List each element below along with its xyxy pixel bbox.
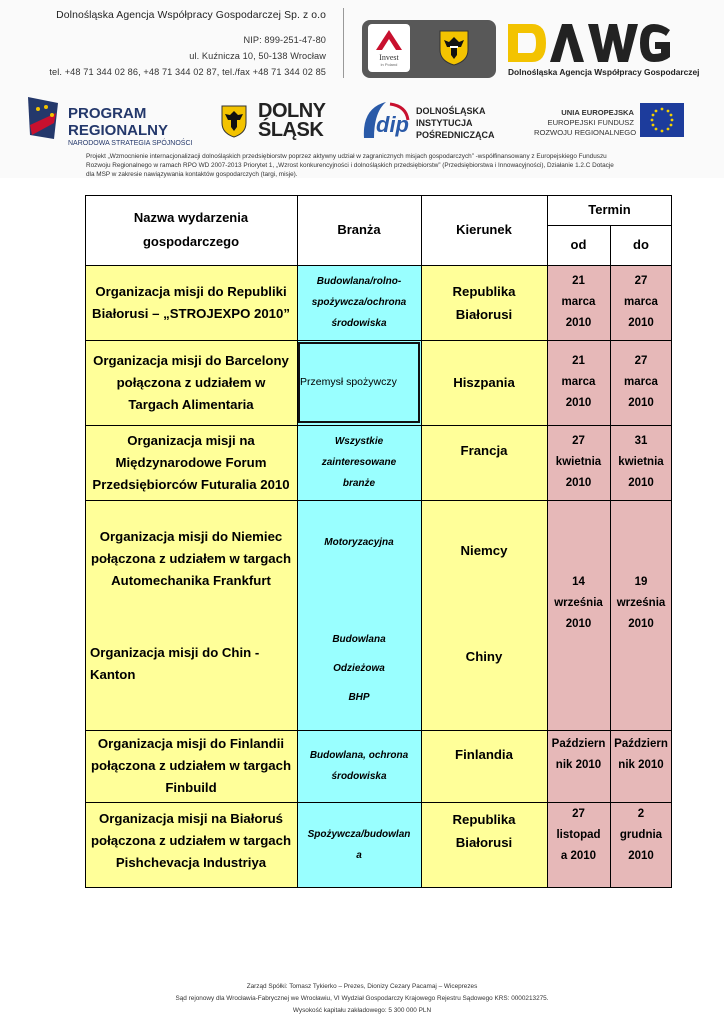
dip-line1: DOLNOŚLĄSKA bbox=[416, 106, 486, 116]
header-term: Termin bbox=[547, 195, 672, 225]
row4-direction bbox=[421, 500, 547, 730]
row2-to bbox=[610, 340, 672, 425]
footer-line3: Wysokość kapitału zakładowego: 5 300 000 PLN bbox=[292, 1007, 432, 1014]
row1-branch bbox=[297, 265, 421, 340]
row4-to-line: września bbox=[616, 597, 666, 609]
row1-direction-line: Białorusi bbox=[455, 306, 513, 322]
row1-to bbox=[610, 265, 672, 340]
row2-direction-line: Hiszpania bbox=[453, 375, 515, 390]
table-border bbox=[610, 225, 611, 888]
row6-to-line: 2 bbox=[637, 808, 645, 820]
row4-event-a-line: Automechanika Frankfurt bbox=[111, 573, 271, 588]
row5-to-line: Październ bbox=[614, 738, 668, 750]
row3-direction bbox=[421, 425, 547, 500]
row5-event-line: połączona z udziałem w targach bbox=[90, 758, 292, 773]
row1-to-line: marca bbox=[624, 296, 658, 308]
header-event bbox=[85, 195, 297, 265]
row3-to bbox=[610, 425, 672, 500]
table-border bbox=[85, 425, 672, 426]
project-text-line2: Rozwoju Regionalnego w ramach RPO WD 2007-2013 Priorytet 1, „Wzrost konkurencyjności i dolnośląskich przedsiębiorstw” (Przedsiębiorstwa i Innowacyjności), Działanie 1.2.C Dotacje bbox=[86, 162, 614, 169]
ue-line2: EUROPEJSKI FUNDUSZ bbox=[547, 118, 634, 127]
table-border bbox=[85, 340, 672, 341]
row1-from-line: 2010 bbox=[565, 317, 592, 329]
row5-to-line: nik 2010 bbox=[618, 759, 664, 771]
row1-event bbox=[85, 265, 297, 340]
row1-branch-line: spożywcza/ochrona bbox=[311, 297, 407, 308]
row2-from-line: marca bbox=[561, 376, 596, 388]
table-border bbox=[85, 195, 672, 196]
row6-to-line: grudnia bbox=[619, 829, 663, 841]
row4-event-b-line: Kanton bbox=[90, 667, 136, 682]
row6-from-line: 27 bbox=[572, 808, 585, 820]
table-border bbox=[671, 195, 672, 888]
row4-to bbox=[610, 500, 672, 730]
row3-from-line: kwietnia bbox=[555, 456, 602, 468]
table-border bbox=[85, 730, 672, 731]
row5-from bbox=[547, 730, 610, 802]
dawg-subtitle: Dolnośląska Agencja Współpracy Gospodarczej bbox=[508, 67, 700, 77]
row6-branch bbox=[297, 802, 421, 888]
table-border bbox=[85, 195, 86, 888]
row4-from-line: września bbox=[554, 597, 603, 609]
row2-event-line: Organizacja misji do Barcelony bbox=[93, 352, 289, 368]
dawg-logo bbox=[506, 22, 672, 64]
program-line3: NARODOWA STRATEGIA SPÓJNOŚCI bbox=[68, 140, 193, 147]
row1-from-line: marca bbox=[561, 296, 596, 308]
row5-from-line: nik 2010 bbox=[555, 759, 602, 771]
row6-direction bbox=[421, 802, 547, 888]
row1-branch-line: środowiska bbox=[331, 318, 387, 329]
company-nip: NIP: 899-251-47-80 bbox=[243, 35, 326, 45]
row6-event-line: połączona z udziałem w targach bbox=[90, 833, 292, 848]
company-address: ul. Kuźnicza 10, 50-138 Wrocław bbox=[189, 51, 326, 61]
row5-branch-line: środowiska bbox=[331, 771, 387, 782]
eu-flag-icon bbox=[640, 103, 684, 137]
row4-branch-b-line: BHP bbox=[348, 692, 370, 703]
row4-branch-b-line: Odzieżowa bbox=[333, 663, 385, 674]
row2-to-line: 27 bbox=[634, 355, 648, 367]
dolny-slask-eagle-icon bbox=[220, 104, 248, 138]
row1-event-line: Organizacja misji do Republiki bbox=[95, 283, 287, 299]
row2-from-line: 21 bbox=[572, 355, 585, 367]
row6-to-line: 2010 bbox=[628, 850, 654, 862]
company-phones: tel. +48 71 344 02 86, +48 71 344 02 87, tel./fax +48 71 344 02 85 bbox=[49, 67, 326, 77]
ue-line1: UNIA EUROPEJSKA bbox=[561, 108, 634, 117]
row4-direction-a: Niemcy bbox=[460, 543, 508, 558]
row2-to-line: 2010 bbox=[628, 397, 654, 409]
header-branch: Branża bbox=[297, 195, 421, 265]
row6-event bbox=[85, 802, 297, 888]
row3-branch-line: zainteresowane bbox=[321, 457, 397, 468]
company-name: Dolnośląska Agencja Współpracy Gospodarczej Sp. z o.o bbox=[56, 10, 326, 21]
row5-event-line: Organizacja misji do Finlandii bbox=[97, 736, 285, 751]
dip-line3: POŚREDNICZĄCA bbox=[416, 130, 495, 140]
invest-small-text: in Poland bbox=[380, 62, 398, 67]
row4-from-line: 2010 bbox=[565, 618, 592, 630]
row3-from-line: 2010 bbox=[565, 477, 592, 489]
row6-branch-line: a bbox=[356, 850, 362, 861]
row3-direction-line: Francja bbox=[460, 443, 508, 458]
row3-event-line: Organizacja misji na bbox=[127, 432, 255, 448]
table-border bbox=[421, 195, 422, 888]
header-event-line1: Nazwa wydarzenia bbox=[133, 210, 249, 225]
header-from: od bbox=[547, 225, 610, 265]
row5-from-line: Październ bbox=[551, 738, 606, 750]
row5-event-line: Finbuild bbox=[165, 780, 217, 795]
row6-event-line: Organizacja misji na Białoruś bbox=[99, 811, 283, 826]
footer-line2: Sąd rejonowy dla Wrocławia-Fabrycznej we Wrocławiu, VI Wydział Gospodarczy Krajowego Rejestru Sądowego KRS: 0000213275. bbox=[175, 995, 549, 1002]
row5-direction-line: Finlandia bbox=[455, 747, 513, 762]
row2-to-line: marca bbox=[624, 376, 658, 388]
row2-branch bbox=[297, 340, 421, 425]
row3-to-line: kwietnia bbox=[618, 456, 664, 468]
row2-branch-frame bbox=[298, 342, 420, 423]
row6-from bbox=[547, 802, 610, 888]
table-border bbox=[85, 802, 672, 803]
row6-from-line: listopad bbox=[556, 829, 601, 841]
row3-to-line: 2010 bbox=[628, 477, 654, 489]
row4-to-line: 19 bbox=[634, 576, 648, 588]
row6-direction-line: Republika bbox=[452, 812, 516, 827]
table-border bbox=[547, 195, 548, 888]
row2-direction bbox=[421, 340, 547, 425]
table-border bbox=[85, 500, 672, 501]
row4-event bbox=[85, 500, 297, 730]
row3-to-line: 31 bbox=[634, 435, 648, 447]
program-line2: REGIONALNY bbox=[68, 122, 169, 139]
row4-event-a bbox=[91, 526, 291, 592]
row5-event bbox=[85, 730, 297, 802]
eagle-coat-of-arms-icon bbox=[437, 28, 471, 66]
table-border bbox=[85, 887, 672, 888]
row3-event-line: Przedsiębiorców Futuralia 2010 bbox=[92, 476, 290, 492]
row4-branch-b-line: Budowlana bbox=[332, 634, 386, 645]
row3-event bbox=[85, 425, 297, 500]
table-border bbox=[297, 195, 298, 888]
row6-event-line: Pishchevacja Industriya bbox=[115, 855, 267, 870]
row5-direction bbox=[421, 730, 547, 802]
row1-to-line: 2010 bbox=[628, 317, 654, 329]
row1-to-line: 27 bbox=[634, 275, 648, 287]
events-table bbox=[85, 195, 672, 888]
invest-arrow-icon bbox=[368, 24, 410, 54]
row1-direction bbox=[421, 265, 547, 340]
row4-from-line: 14 bbox=[572, 576, 585, 588]
row3-event-line: Międzynarodowe Forum bbox=[115, 454, 267, 470]
svg-text:dip: dip bbox=[376, 112, 409, 137]
row6-to bbox=[610, 802, 672, 888]
row4-to-line: 2010 bbox=[628, 618, 654, 630]
program-regionalny-flag-icon bbox=[26, 95, 60, 141]
row5-to bbox=[610, 730, 672, 802]
row3-branch bbox=[297, 425, 421, 500]
row2-from bbox=[547, 340, 610, 425]
table-border bbox=[85, 265, 672, 266]
row4-branch-b bbox=[332, 625, 385, 712]
row2-event-line: Targach Alimentaria bbox=[128, 396, 254, 412]
invest-text: Invest bbox=[379, 53, 399, 62]
row5-branch-line: Budowlana, ochrona bbox=[309, 750, 409, 761]
row4-event-a-line: Organizacja misji do Niemiec bbox=[99, 529, 283, 544]
row1-direction-line: Republika bbox=[452, 283, 516, 299]
header-divider bbox=[343, 8, 344, 78]
footer-line1: Zarząd Spółki: Tomasz Tykierko – Prezes, Dionizy Cezary Pacamaj – Wiceprezes bbox=[246, 983, 478, 990]
row4-direction-b: Chiny bbox=[465, 649, 503, 664]
row4-branch bbox=[297, 500, 421, 730]
row1-branch-line: Budowlana/rolno- bbox=[316, 276, 402, 287]
row4-event-a-line: połączona z udziałem w targach bbox=[90, 551, 292, 566]
header-direction: Kierunek bbox=[421, 195, 547, 265]
row2-branch-line: Przemysł spożywczy bbox=[300, 376, 397, 388]
dip-line2: INSTYTUCJA bbox=[416, 118, 473, 128]
row2-event bbox=[85, 340, 297, 425]
row6-from-line: a 2010 bbox=[560, 850, 597, 862]
program-line1: PROGRAM bbox=[68, 105, 147, 122]
project-text-line3: dla MSP w zakresie nawiązywania kontaktów gospodarczych (targi, misje). bbox=[86, 171, 298, 178]
row3-branch-line: branże bbox=[342, 478, 376, 489]
row3-branch-line: Wszystkie bbox=[334, 436, 384, 447]
row3-from bbox=[547, 425, 610, 500]
project-text-line1: Projekt „Wzmocnienie internacjonalizacji dolnośląskich przedsiębiorstw poprzez aktywny udział w zagranicznych misjach gospodarczych” -współfinansowany z Europejskiego Funduszu bbox=[86, 153, 607, 160]
row6-direction-line: Białorusi bbox=[455, 835, 513, 850]
header-to: do bbox=[610, 225, 672, 265]
row1-from bbox=[547, 265, 610, 340]
row1-event-line: Białorusi – „STROJEXPO 2010” bbox=[92, 305, 290, 321]
dolny-slask-line2: ŚLĄSK bbox=[258, 119, 324, 141]
row2-from-line: 2010 bbox=[565, 397, 592, 409]
row3-from-line: 27 bbox=[572, 435, 585, 447]
dolny-slask-line1: DOLNY bbox=[258, 100, 326, 122]
row4-event-b bbox=[89, 642, 259, 686]
row4-from bbox=[547, 500, 610, 730]
dip-logo-icon bbox=[360, 98, 412, 142]
row5-branch bbox=[297, 730, 421, 802]
ue-line3: ROZWOJU REGIONALNEGO bbox=[534, 128, 637, 137]
row4-event-b-line: Organizacja misji do Chin - bbox=[90, 645, 260, 660]
row1-from-line: 21 bbox=[572, 275, 585, 287]
row6-branch-line: Spożywcza/budowlan bbox=[307, 829, 411, 840]
header-event-line2: gospodarczego bbox=[142, 234, 240, 249]
row2-event-line: połączona z udziałem w bbox=[116, 374, 266, 390]
row4-branch-a-line: Motoryzacyjna bbox=[324, 537, 394, 548]
